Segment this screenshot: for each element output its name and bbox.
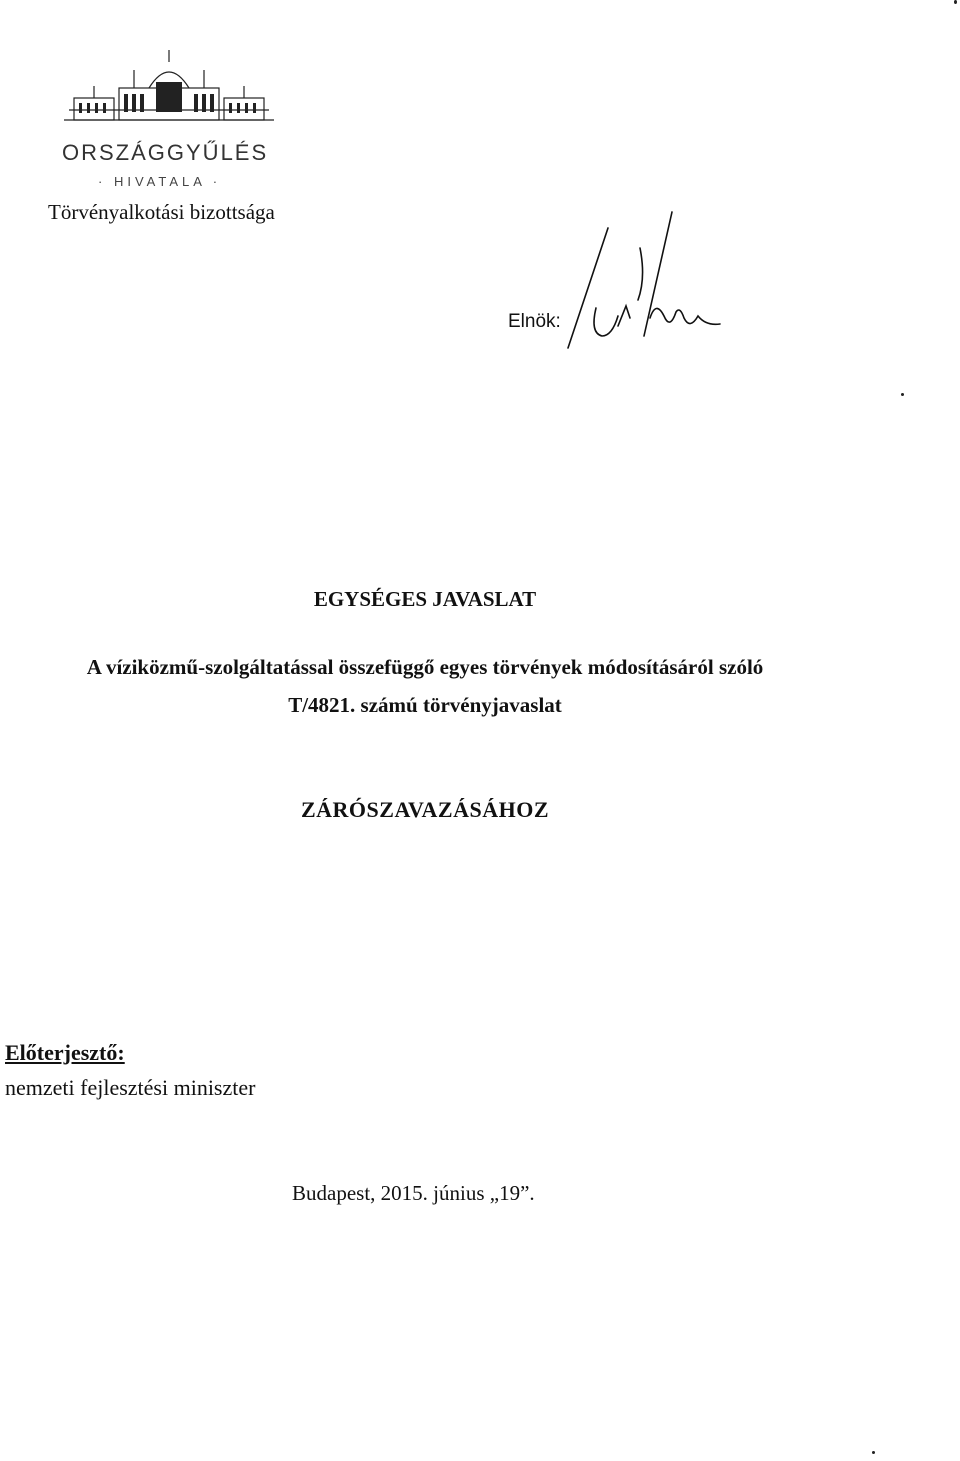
- presenter-value: nemzeti fejlesztési miniszter: [5, 1075, 256, 1100]
- chair-label: Elnök:: [508, 311, 561, 332]
- office-name: · HIVATALA ·: [98, 174, 222, 189]
- parliament-building-icon: [64, 48, 274, 128]
- scan-speck: [872, 1451, 875, 1454]
- scan-speck: [901, 393, 904, 396]
- committee-name: Törvényalkotási bizottsága: [48, 200, 275, 224]
- presenter-label: Előterjesztő:: [5, 1040, 125, 1065]
- institution-name: ORSZÁGGYŰLÉS: [62, 140, 269, 165]
- document-title: EGYSÉGES JAVASLAT: [313, 587, 537, 611]
- handwritten-signature-icon: [560, 208, 740, 358]
- document-subject: A víziközmű-szolgáltatással összefüggő egyes törvények módosításáról szóló: [86, 655, 764, 679]
- scan-speck: [954, 0, 957, 4]
- document-date: Budapest, 2015. június „19”.: [292, 1181, 535, 1205]
- bill-number: T/4821. számú törvényjavaslat: [288, 693, 562, 717]
- document-purpose: ZÁRÓSZAVAZÁSÁHOZ: [300, 797, 550, 822]
